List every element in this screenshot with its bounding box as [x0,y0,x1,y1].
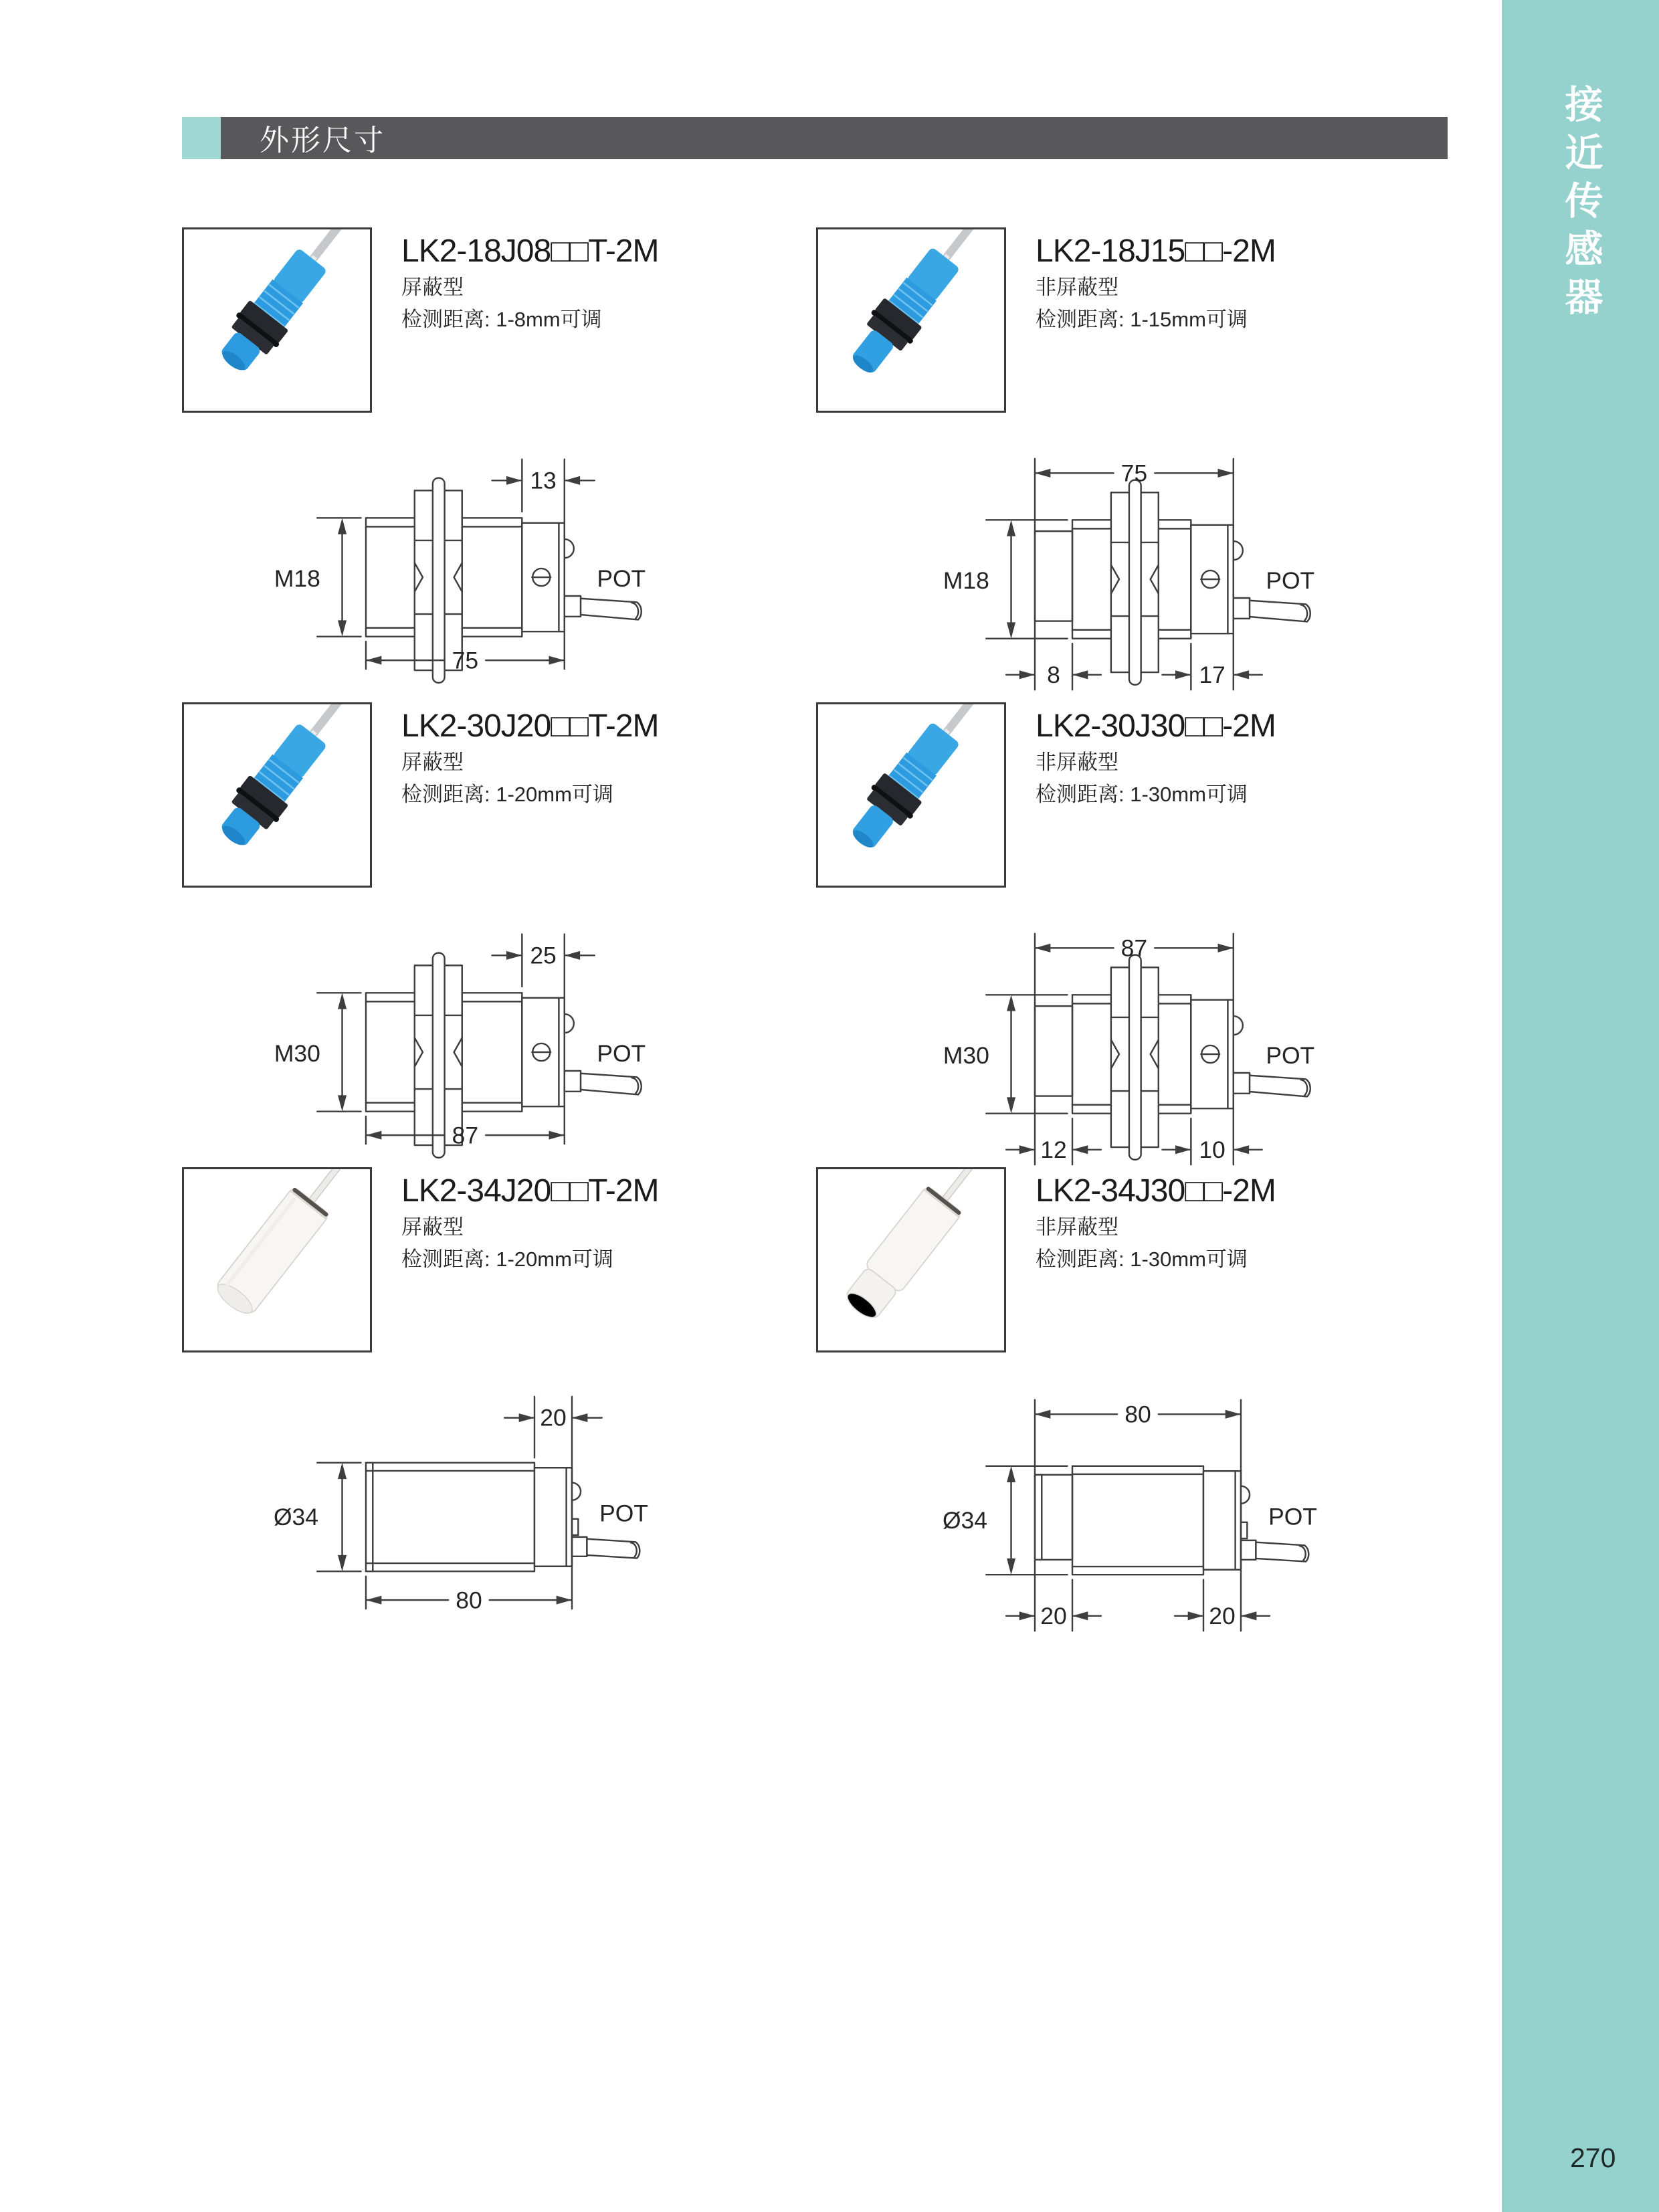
dim-diameter-label: Ø34 [942,1507,987,1534]
product-model: LK2-18J15□□-2M [1036,233,1276,269]
dim-tip [1006,643,1101,690]
dim-cap [1175,1580,1270,1631]
section-title: 外形尺寸 [260,124,385,157]
product-detection-distance: 检测距离: 1-30mm可调 [1036,783,1248,806]
sidebar-category-title: 接近传感器 [1559,84,1602,325]
product-detection-distance: 检测距离: 1-8mm可调 [401,308,602,331]
sidebar [1502,0,1659,2212]
product-shield-type: 屏蔽型 [401,750,464,774]
dim-diameter [274,993,361,1111]
dimension-drawing [866,895,1335,1176]
sensor-photo-illustration [184,1169,370,1350]
product-shield-type: 屏蔽型 [401,276,464,299]
dimension-drawing [866,1361,1335,1642]
product-photo [182,702,372,888]
dim-tip-label: 20 [1040,1602,1067,1629]
product-model: LK2-30J20□□T-2M [401,708,659,744]
dim-diameter-label: Ø34 [273,1504,318,1531]
pot-label: POT [597,565,646,592]
dim-diameter [274,1463,361,1571]
product-detection-distance: 检测距离: 1-15mm可调 [1036,308,1248,331]
dim-cap-label: 20 [540,1404,567,1431]
pot-label: POT [1268,1503,1317,1530]
page-number: 270 [1570,2142,1616,2173]
product-detection-distance: 检测距离: 1-20mm可调 [401,783,613,806]
pot-notch [572,1519,578,1535]
dim-diameter-label: M18 [274,565,320,592]
pot-label: POT [599,1500,648,1527]
product-model: LK2-34J20□□T-2M [401,1173,659,1209]
sensor-outline [1035,1466,1308,1575]
dim-total-label: 80 [456,1587,482,1614]
product-model: LK2-34J30□□-2M [1036,1173,1276,1209]
dim-diameter [274,518,361,636]
dim-cap-label: 13 [530,467,557,494]
dim-total-label: 75 [1120,460,1148,487]
dim-total-label: 87 [1120,934,1148,962]
dim-tip [1006,1118,1101,1165]
product-photo [816,1167,1006,1352]
sensor-photo-illustration [184,229,370,411]
dim-diameter-label: M30 [274,1040,320,1067]
dim-diameter-label: M30 [943,1042,989,1069]
dim-tip-label: 8 [1047,661,1060,688]
dim-cap-label: 20 [1209,1602,1236,1629]
dim-total [366,1116,565,1148]
sensor-photo-illustration [818,1169,1004,1350]
product-photo [816,702,1006,888]
product-model: LK2-18J08□□T-2M [401,233,659,269]
dim-diameter-label: M18 [943,567,989,594]
dim-tip-label: 12 [1040,1136,1067,1163]
dim-total-label: 80 [1125,1401,1151,1428]
dim-cap-label: 25 [530,942,557,969]
dim-total [366,641,565,674]
dimension-drawing [197,893,666,1155]
dim-cap-label: 10 [1199,1136,1226,1163]
pot-label: POT [597,1040,646,1067]
pot-notch [1241,1522,1247,1538]
product-shield-type: 屏蔽型 [401,1215,464,1239]
dim-tip [1006,1580,1101,1631]
product-model: LK2-30J30□□-2M [1036,708,1276,744]
dim-total-label: 75 [452,647,479,674]
sensor-outline [366,1463,640,1571]
dim-cap [1162,1118,1262,1165]
product-shield-type: 非屏蔽型 [1036,276,1118,299]
header-accent-square [182,117,221,159]
pot-label: POT [1266,567,1315,594]
dim-diameter [943,1466,1068,1575]
sensor-photo-illustration [818,704,1004,886]
sensor-photo-illustration [184,704,370,886]
product-photo [182,227,372,413]
product-detection-distance: 检测距离: 1-20mm可调 [401,1247,613,1271]
product-shield-type: 非屏蔽型 [1036,1215,1118,1239]
dim-total-label: 87 [452,1122,479,1149]
product-detection-distance: 检测距离: 1-30mm可调 [1036,1247,1248,1271]
pot-label: POT [1266,1042,1315,1069]
product-shield-type: 非屏蔽型 [1036,750,1118,774]
product-photo [816,227,1006,413]
dimension-drawing [866,420,1335,701]
dim-total [366,1577,572,1614]
dimension-drawing [197,418,666,680]
dimension-drawing [197,1358,666,1620]
dim-cap-label: 17 [1199,661,1226,688]
product-photo [182,1167,372,1352]
sensor-photo-illustration [818,229,1004,411]
dim-cap [1162,643,1262,690]
section-header-bar [221,117,1448,159]
